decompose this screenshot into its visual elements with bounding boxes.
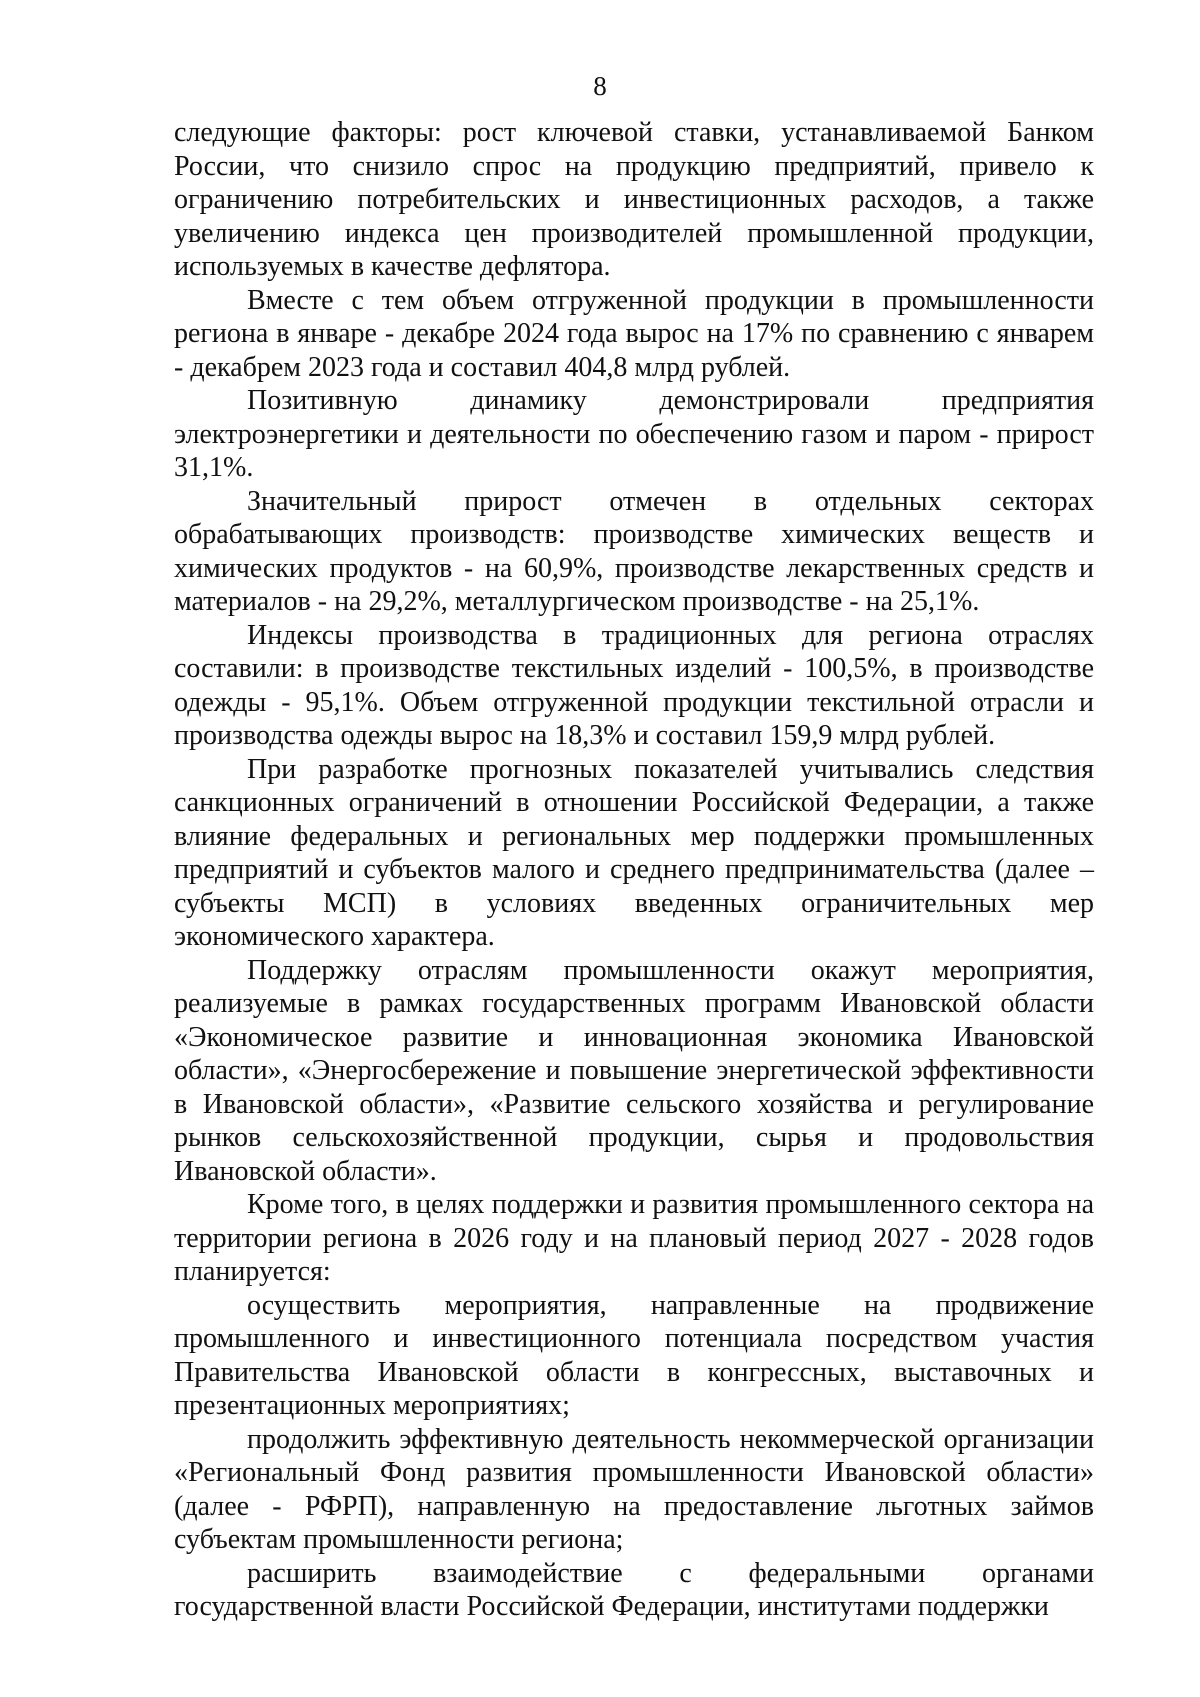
paragraph-manufacturing-growth: Значительный прирост отмечен в отдельных секторах обрабатывающих производств: производстве химических веществ и химических продуктов - на 60,9%, производстве лекарственных средств и материалов - на 29,2%, металлургическом производстве - на 25,1%. [174,485,1094,617]
paragraph-state-programs: Поддержку отраслям промышленности окажут мероприятия, реализуемые в рамках государственных программ Ивановской области «Экономическое развитие и инновационная экономика Ивановской области», «Энергосбережение и повышение энергетической эффективности в Ивановской области», «Развитие сельского хозяйства и регулирование рынков сельскохозяйственной продукции, сырья и продовольствия Ивановской области». [174,954,1094,1187]
paragraph-forecast-sanctions: При разработке прогнозных показателей учитывались следствия санкционных ограничений в отношении Российской Федерации, а также влияние федеральных и региональных мер поддержки промышленных предприятий и субъектов малого и среднего предпринимательства (далее – субъекты МСП) в условиях введенных ограничительных мер экономического характера. [174,753,1094,952]
document-body [174,116,1094,1624]
paragraph-production-indices: Индексы производства в традиционных для региона отраслях составили: в производстве текстильных изделий - 100,5%, в производстве одежды - 95,1%. Объем отгруженной продукции текстильной отрасли и производства одежды вырос на 18,3% и составил 159,9 млрд рублей. [174,619,1094,751]
paragraph-planned-measures: Кроме того, в целях поддержки и развития промышленного сектора на территории региона в 2026 году и на плановый период 2027 - 2028 годов планируется: [174,1189,1094,1287]
paragraph-measure-promotion: осуществить мероприятия, направленные на продвижение промышленного и инвестиционного потенциала посредством участия Правительства Ивановской области в конгрессных, выставочных и презентационных мероприятиях; [174,1289,1094,1421]
paragraph-energy-dynamics: Позитивную динамику демонстрировали предприятия электроэнергетики и деятельности по обеспечению газом и паром - прирост 31,1%. [174,385,1094,483]
page-number: 8 [593,71,607,101]
paragraph-factors: следующие факторы: рост ключевой ставки, устанавливаемой Банком России, что снизило спрос на продукцию предприятий, привело к ограничению потребительских и инвестиционных расходов, а также увеличению индекса цен производителей промышленной продукции, используемых в качестве дефлятора. [174,117,1094,282]
paragraph-measure-cooperation: расширить взаимодействие с федеральными органами государственной власти Российской Федерации, институтами поддержки [174,1557,1094,1622]
paragraph-measure-rfrp: продолжить эффективную деятельность некоммерческой организации «Региональный Фонд развития промышленности Ивановской области» (далее - РФРП), направленную на предоставление льготных займов субъектам промышленности региона; [174,1423,1094,1555]
paragraph-shipped-volume: Вместе с тем объем отгруженной продукции в промышленности региона в январе - декабре 2024 года вырос на 17% по сравнению с январем - декабрем 2023 года и составил 404,8 млрд рублей. [174,284,1094,383]
